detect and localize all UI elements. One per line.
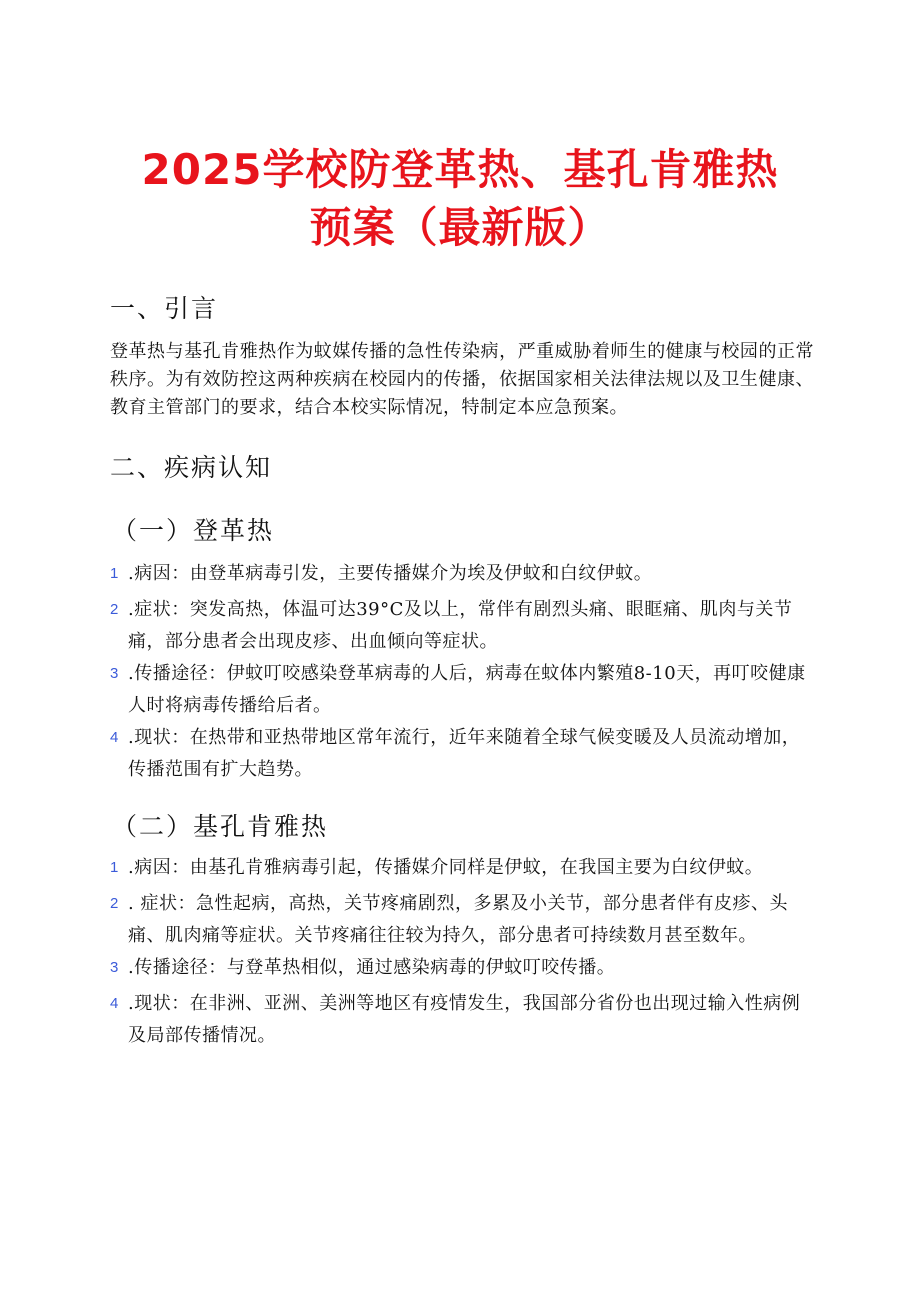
section-heading-disease-knowledge: 二、疾病认知 [110,453,273,482]
document-title-line-2: 预案（最新版） [309,203,611,252]
list-number: 2 [110,895,119,912]
chikungunya-list-item [110,852,815,884]
subsection-heading-dengue: （一）登革热 [112,516,275,545]
list-item-text: .病因：由登革病毒引发，主要传播媒介为埃及伊蚊和白纹伊蚊。 [128,563,653,584]
dengue-list-item [110,558,815,590]
document-title-line-1: 2025学校防登革热、基孔肯雅热 [141,145,779,194]
dengue-list-item [110,658,815,722]
list-item-text: .传播途径：与登革热相似，通过感染病毒的伊蚊叮咬传播。 [128,957,616,978]
list-number: 2 [110,601,119,618]
section-heading-introduction: 一、引言 [110,294,219,323]
dengue-list-item [110,722,815,786]
list-number: 4 [110,729,119,746]
list-item-text: .症状：突发高热，体温可达39°C及以上，常伴有剧烈头痛、眼眶痛、肌肉与关节痛，部分患者会出现皮疹、出血倾向等症状。 [128,599,793,652]
list-number: 4 [110,995,119,1012]
list-number: 3 [110,959,119,976]
list-item-text: . 症状：急性起病，高热，关节疼痛剧烈，多累及小关节，部分患者伴有皮疹、头痛、肌肉痛等症状。关节疼痛往往较为持久，部分患者可持续数月甚至数年。 [128,893,788,946]
chikungunya-list-item [110,952,815,984]
list-item-text: .传播途径：伊蚊叮咬感染登革病毒的人后，病毒在蚊体内繁殖8-10天，再叮咬健康人时将病毒传播给后者。 [128,663,806,716]
dengue-list-item [110,594,815,658]
subsection-heading-chikungunya: （二）基孔肯雅热 [112,812,329,841]
introduction-paragraph: 登革热与基孔肯雅热作为蚊媒传播的急性传染病，严重威胁着师生的健康与校园的正常秩序。为有效防控这两种疾病在校园内的传播，依据国家相关法律法规以及卫生健康、教育主管部门的要求，结合本校实际情况，特制定本应急预案。 [110,341,814,418]
list-number: 1 [110,859,119,876]
list-item-text: .现状：在热带和亚热带地区常年流行，近年来随着全球气候变暖及人员流动增加，传播范围有扩大趋势。 [128,727,801,780]
chikungunya-list-item [110,888,815,952]
chikungunya-list-item [110,988,815,1052]
list-item-text: .现状：在非洲、亚洲、美洲等地区有疫情发生，我国部分省份也出现过输入性病例及局部传播情况。 [128,993,801,1046]
list-number: 3 [110,665,119,682]
list-item-text: .病因：由基孔肯雅病毒引起，传播媒介同样是伊蚊，在我国主要为白纹伊蚊。 [128,857,764,878]
list-number: 1 [110,565,119,582]
